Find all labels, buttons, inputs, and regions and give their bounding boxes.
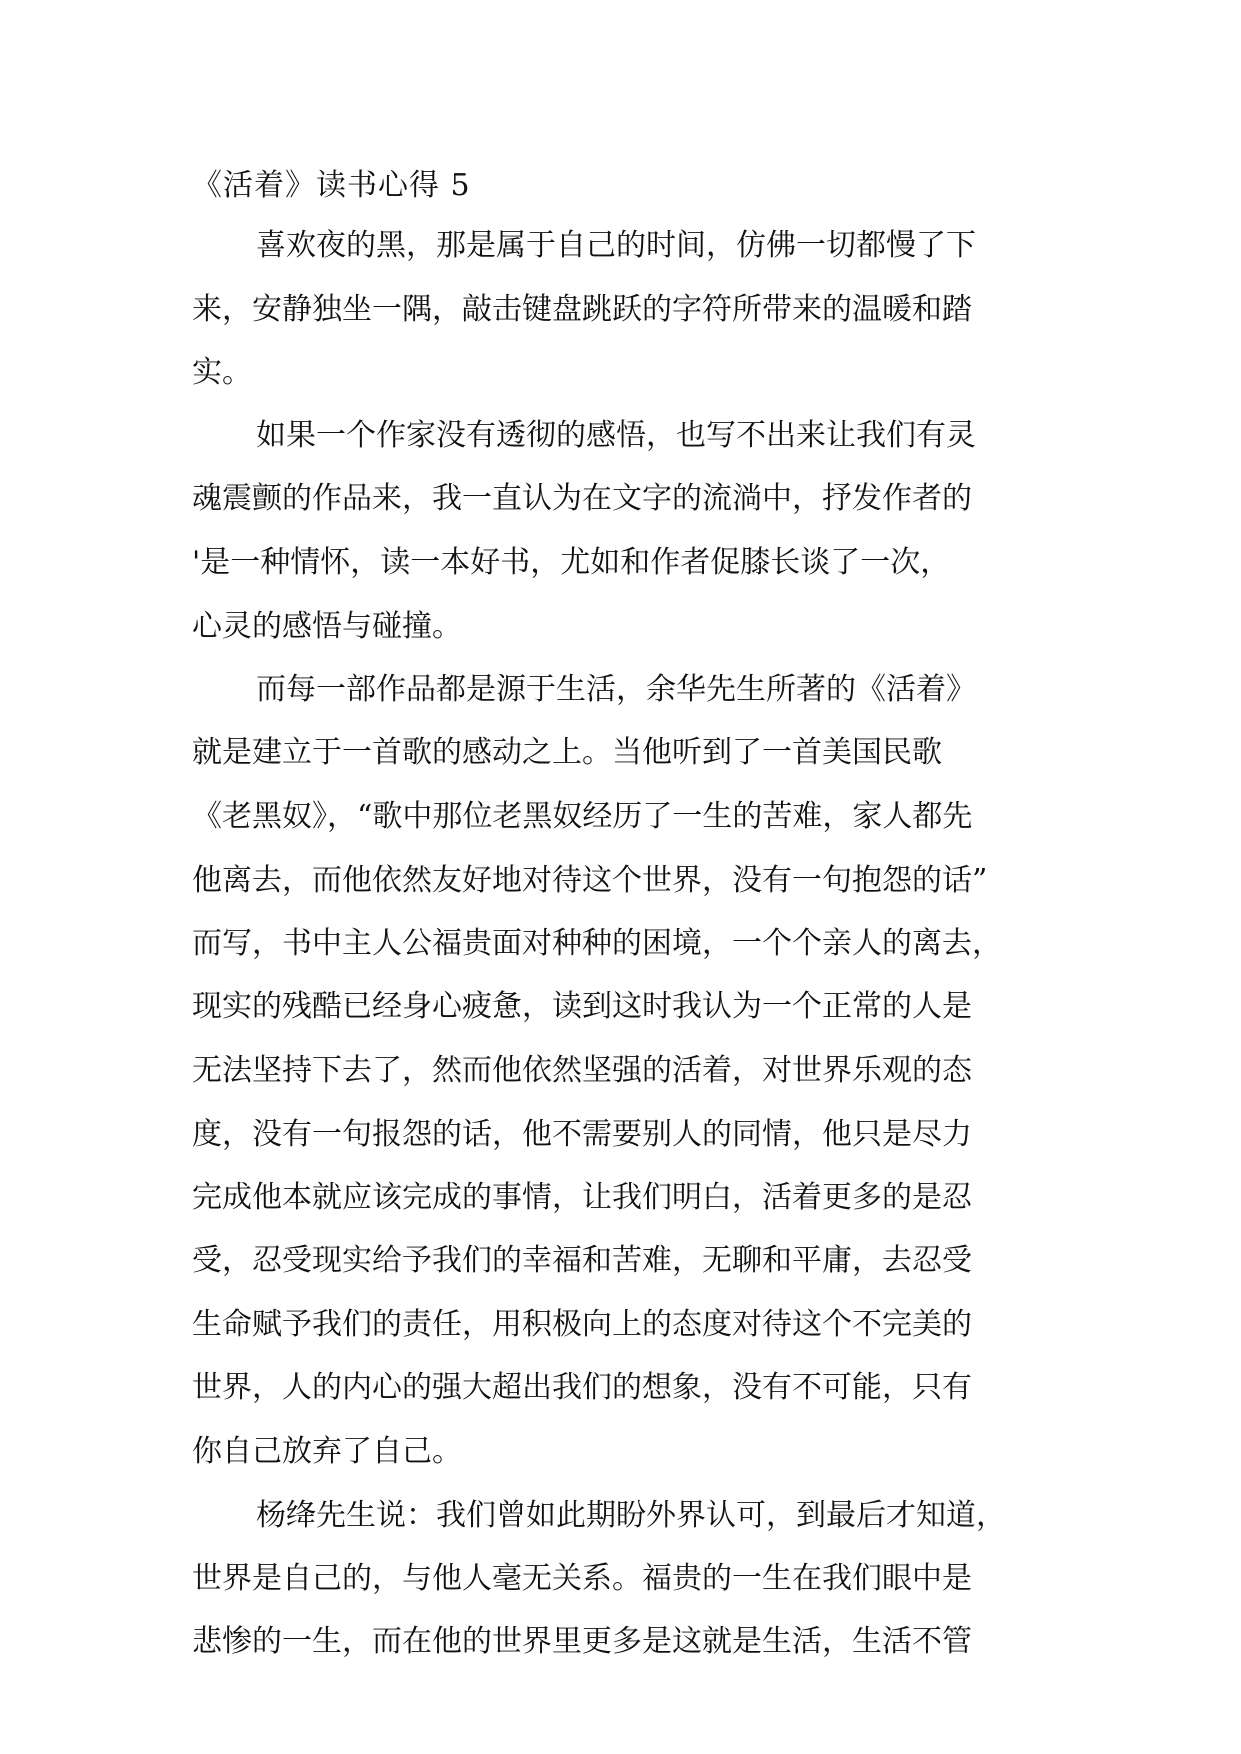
paragraph-3-line-7: 无法坚持下去了，然而他依然坚强的活着，对世界乐观的态: [192, 1053, 972, 1088]
paragraph-3-line-5: 而写，书中主人公福贵面对种种的困境，一个个亲人的离去，: [192, 926, 1002, 961]
paragraph-3-line-2: 就是建立于一首歌的感动之上。当他听到了一首美国民歌: [192, 735, 942, 770]
paragraph-3-line-1: 而每一部作品都是源于生活，余华先生所著的《活着》: [256, 672, 976, 707]
paragraph-2-line-1: 如果一个作家没有透彻的感悟，也写不出来让我们有灵: [256, 418, 976, 453]
paragraph-3-line-6: 现实的残酷已经身心疲惫，读到这时我认为一个正常的人是: [192, 989, 972, 1024]
paragraph-3-line-12: 世界，人的内心的强大超出我们的想象，没有不可能，只有: [192, 1370, 972, 1405]
paragraph-4-line-2: 世界是自己的，与他人毫无关系。福贵的一生在我们眼中是: [192, 1561, 972, 1596]
paragraph-1-line-2: 来，安静独坐一隅，敲击键盘跳跃的字符所带来的温暖和踏: [192, 292, 972, 327]
paragraph-4-line-3: 悲惨的一生，而在他的世界里更多是这就是生活，生活不管: [192, 1624, 972, 1659]
paragraph-2-line-4: 心灵的感悟与碰撞。: [192, 609, 462, 644]
document-title: 《活着》读书心得 5: [192, 168, 471, 203]
paragraph-3-line-3: 《老黑奴》，“歌中那位老黑奴经历了一生的苦难，家人都先: [192, 799, 973, 834]
paragraph-4-line-1: 杨绛先生说：我们曾如此期盼外界认可，到最后才知道，: [256, 1498, 1006, 1533]
paragraph-1-line-3: 实。: [192, 355, 252, 390]
paragraph-3-line-13: 你自己放弃了自己。: [192, 1434, 462, 1469]
paragraph-1-line-1: 喜欢夜的黑，那是属于自己的时间，仿佛一切都慢了下: [256, 228, 976, 263]
paragraph-2-line-3: '是一种情怀，读一本好书，尤如和作者促膝长谈了一次，: [192, 545, 951, 580]
paragraph-3-line-10: 受，忍受现实给予我们的幸福和苦难，无聊和平庸，去忍受: [192, 1243, 972, 1278]
paragraph-2-line-2: 魂震颤的作品来，我一直认为在文字的流淌中，抒发作者的: [192, 481, 972, 516]
paragraph-3-line-9: 完成他本就应该完成的事情，让我们明白，活着更多的是忍: [192, 1180, 972, 1215]
paragraph-3-line-11: 生命赋予我们的责任，用积极向上的态度对待这个不完美的: [192, 1307, 972, 1342]
paragraph-3-line-8: 度，没有一句报怨的话，他不需要别人的同情，他只是尽力: [192, 1117, 972, 1152]
paragraph-3-line-4: 他离去，而他依然友好地对待这个世界，没有一句抱怨的话”: [192, 863, 988, 898]
